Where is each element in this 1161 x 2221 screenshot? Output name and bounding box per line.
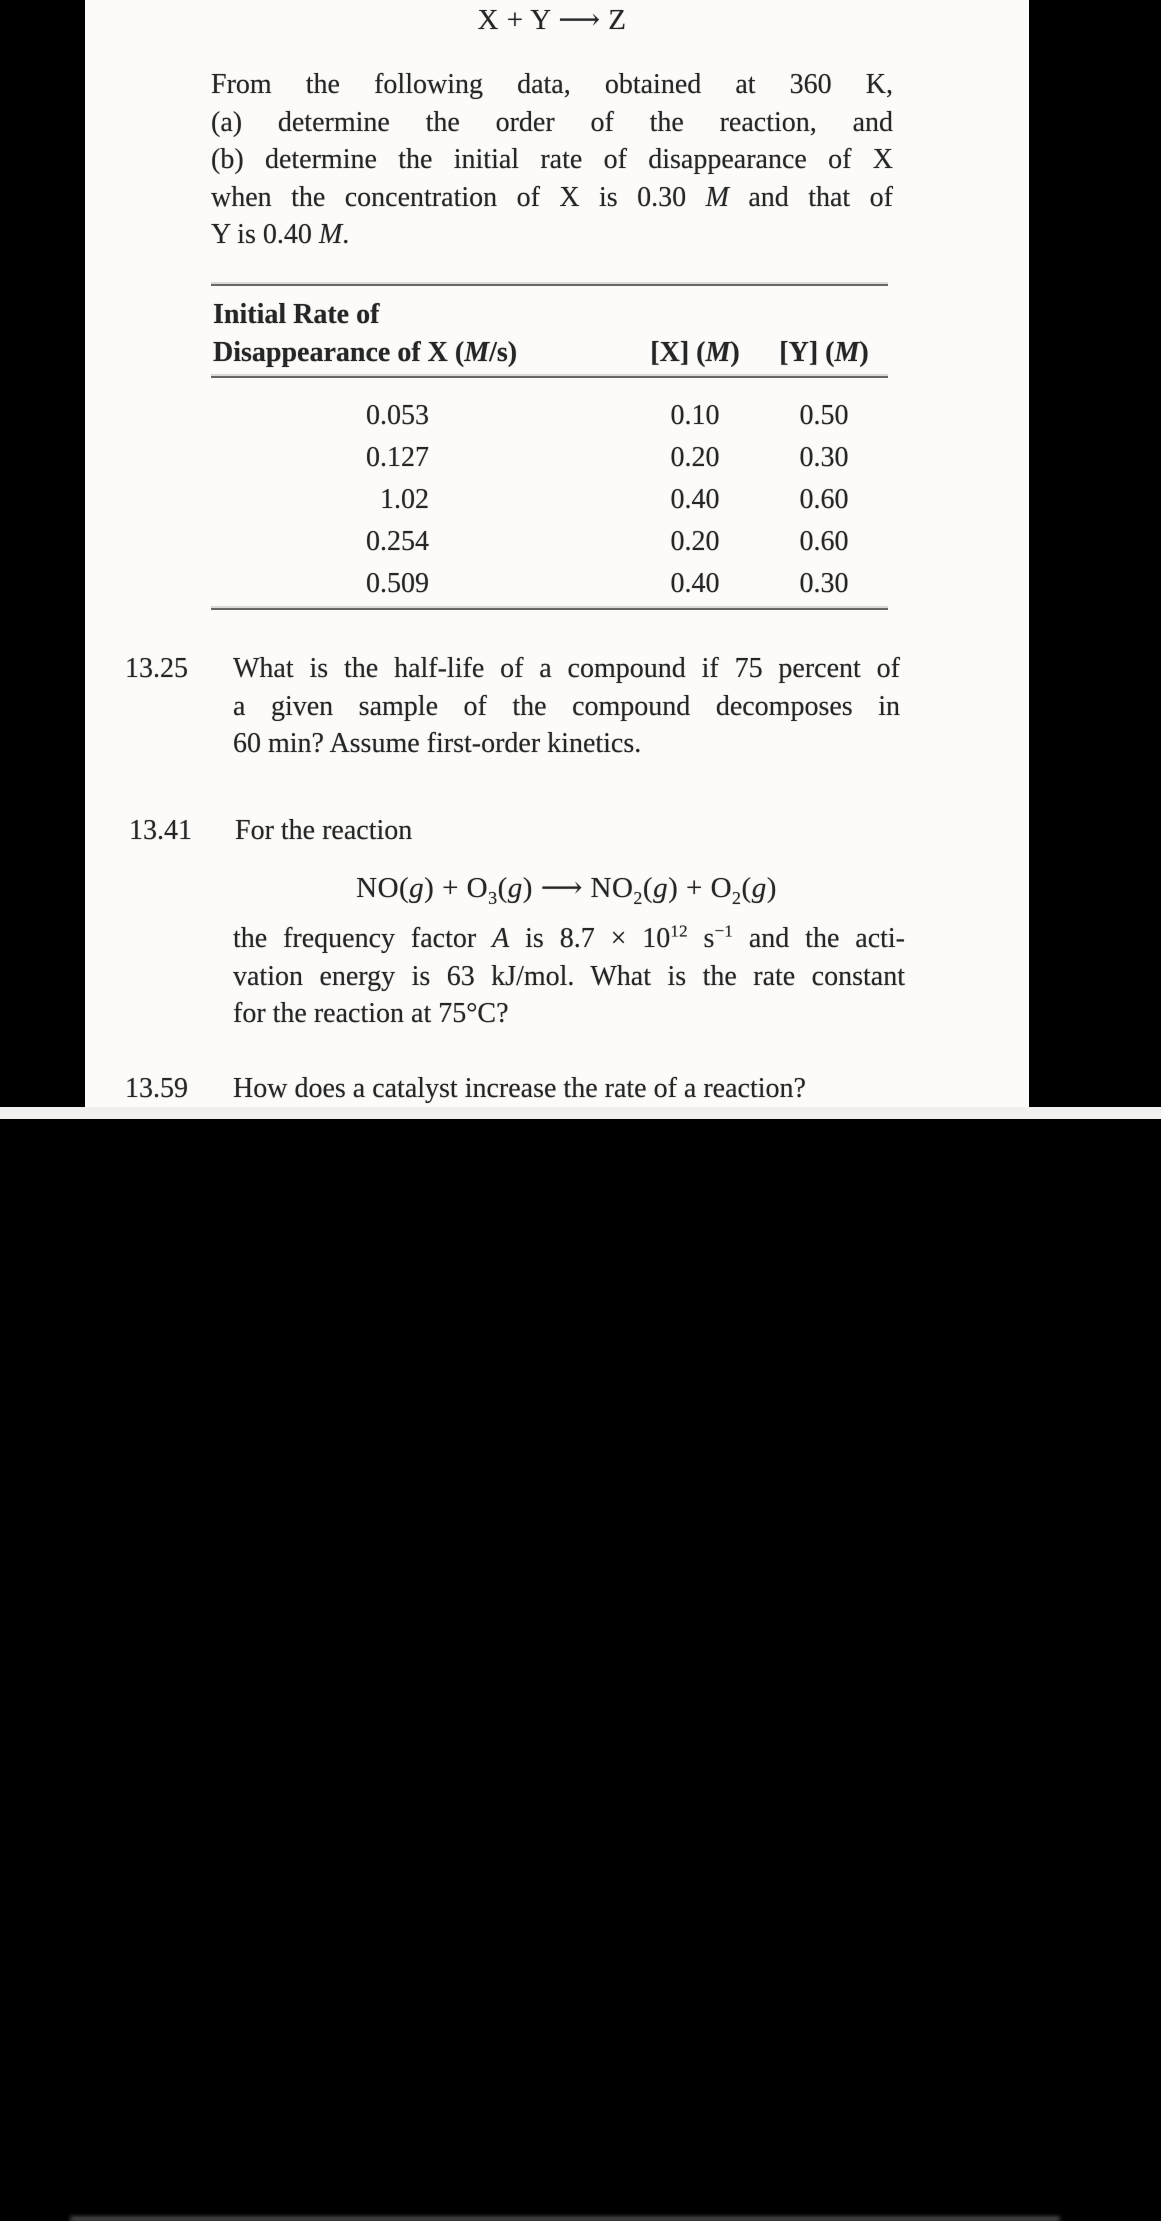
paragraph-line: for the reaction at 75°C? (233, 998, 509, 1029)
reaction-equation-no-o3: $NO(g) + O_3(g)$ ⟶ $NO_2(g) + O_2(g)$ (356, 872, 777, 908)
cell-y: 0.50 (799, 400, 849, 431)
table-row (211, 564, 888, 606)
problem-text-13-41 (233, 920, 905, 1033)
problem-text-13-59: How does a catalyst increase the rate of a reaction? (233, 1073, 806, 1104)
paragraph-line: What is the half-life of a compound if 75 percent of (233, 653, 900, 684)
paragraph-line: From the following data, obtained at 360 K, (211, 69, 893, 100)
cell-y: 0.60 (799, 526, 849, 557)
problem-number-13-41: 13.41 (129, 815, 192, 846)
paragraph-line: 60 min? Assume first-order kinetics. (233, 728, 642, 759)
cell-rate: 0.509 (366, 568, 429, 599)
column-header-rate-line2: Disappearance of X (M/s) (213, 337, 518, 368)
problem-intro-13-41: For the reaction (235, 815, 413, 846)
problem-number-13-59: 13.59 (125, 1073, 188, 1104)
cell-rate: 0.254 (366, 526, 429, 557)
cell-x: 0.40 (670, 568, 720, 599)
cell-y: 0.30 (799, 568, 849, 599)
cell-y: 0.60 (799, 484, 849, 515)
column-header-y: [Y] (M) (779, 337, 869, 368)
cell-rate: 0.127 (366, 442, 429, 473)
paragraph-line: a given sample of the compound decomposes in (233, 690, 900, 722)
table-row (211, 438, 888, 480)
cell-rate: 1.02 (380, 484, 429, 515)
cutoff-text-smear (70, 2217, 1060, 2221)
table-rule-header (211, 376, 888, 378)
paragraph-line: when the concentration of X is 0.30 M and that of (211, 181, 893, 213)
kinetics-data-table (211, 284, 888, 616)
cell-x: 0.20 (670, 442, 720, 473)
column-header-x: [X] (M) (650, 337, 740, 368)
table-row (211, 396, 888, 438)
cell-x: 0.10 (670, 400, 720, 431)
cell-x: 0.40 (670, 484, 720, 515)
table-rule-bottom (211, 608, 888, 610)
problem-text-13-25 (233, 650, 900, 763)
paragraph-line: vation energy is 63 kJ/mol. What is the rate constant (233, 960, 905, 992)
reaction-equation-x-y-z: X + Y ⟶ Z (477, 4, 627, 36)
table-rule-top (211, 284, 888, 286)
paragraph-line: Y is 0.40 M. (211, 219, 350, 250)
paragraph-line: (a) determine the order of the reaction, and (211, 106, 893, 138)
intro-problem-paragraph (211, 66, 893, 254)
cell-x: 0.20 (670, 526, 720, 557)
textbook-page (85, 0, 1029, 1107)
photo-bottom-edge (0, 1107, 1161, 1119)
paragraph-line: (b) determine the initial rate of disappearance of X (211, 144, 893, 175)
problem-number-13-25: 13.25 (125, 653, 188, 684)
table-row (211, 522, 888, 564)
table-row (211, 480, 888, 522)
paragraph-line: the frequency factor A is $8.7 \times 10^{12}$ $s^{-1}$ and the acti- (233, 921, 906, 954)
column-header-rate (213, 296, 517, 372)
column-header-rate-line1: Initial Rate of (213, 299, 380, 330)
cell-rate: 0.053 (366, 400, 429, 431)
cell-y: 0.30 (799, 442, 849, 473)
